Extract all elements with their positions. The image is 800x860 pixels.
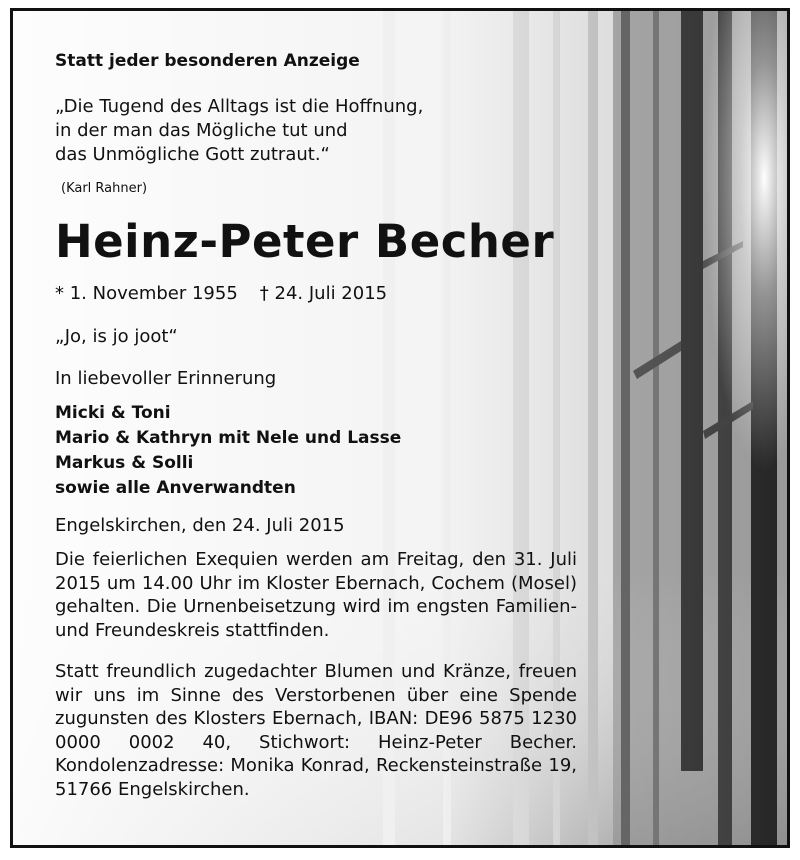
donation-paragraph: Statt freundlich zugedachter Blumen und Kränze, freuen wir uns im Sinne des Verstorbenen über eine Spende zugunsten des Klosters Ebernach, IBAN: DE96 5875 1230 0000 0002 40, Stichwort: Heinz-Peter Becher. Kondolenzadresse: Monika Konrad, Reckensteinstraße 19, 51766 Engelskirchen.	[55, 661, 577, 800]
death-date: † 24. Juli 2015	[259, 283, 388, 304]
announcement-heading: Statt jeder besonderen Anzeige	[55, 51, 360, 71]
mourner: Micki & Toni	[55, 403, 171, 423]
obituary-frame	[10, 8, 790, 848]
quote-line: in der man das Mögliche tut und	[55, 120, 348, 141]
quote-author: (Karl Rahner)	[61, 181, 148, 196]
memory-line: In liebevoller Erinnerung	[55, 368, 277, 389]
mourner: Mario & Kathryn mit Nele und Lasse	[55, 428, 402, 448]
place-date: Engelskirchen, den 24. Juli 2015	[55, 515, 345, 536]
quote-line: „Die Tugend des Alltags ist die Hoffnung,	[55, 96, 424, 117]
deceased-name: Heinz-Peter Becher	[55, 215, 555, 268]
motto: „Jo, is jo joot“	[55, 326, 178, 347]
mourner: sowie alle Anverwandten	[55, 478, 296, 498]
funeral-paragraph: Die feierlichen Exequien werden am Freitag, den 31. Juli 2015 um 14.00 Uhr im Kloster Ebernach, Cochem (Mosel) gehalten. Die Urnenbeisetzung wird im engsten Familien- und Freundeskreis stattfinden.	[55, 549, 577, 641]
mourners-list	[55, 401, 401, 501]
birth-date: * 1. November 1955	[55, 283, 238, 304]
mourner: Markus & Solli	[55, 453, 194, 473]
quote-line: das Unmögliche Gott zutraut.“	[55, 144, 330, 165]
quote-block	[55, 95, 423, 167]
life-dates	[55, 283, 387, 304]
